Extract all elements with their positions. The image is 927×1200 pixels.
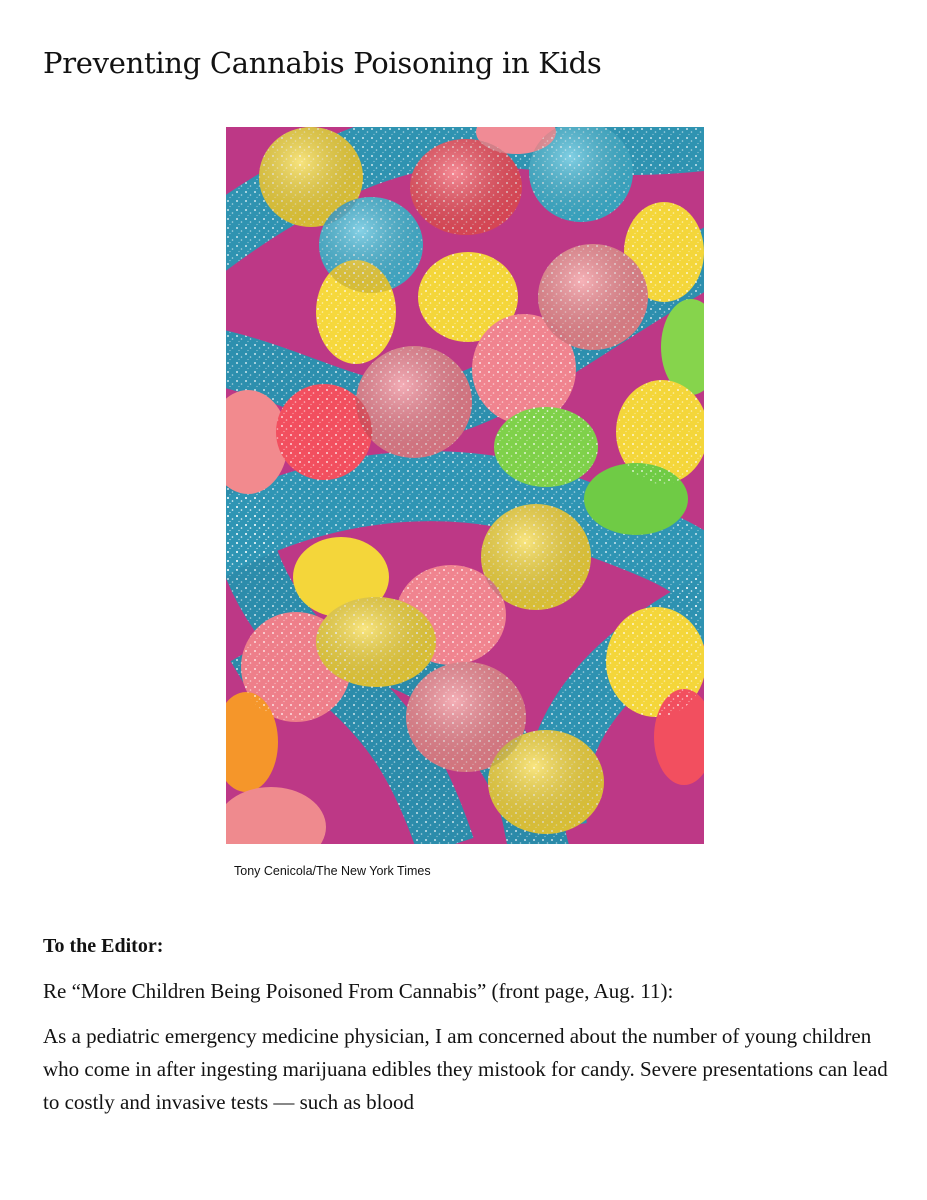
photo-credit: Tony Cenicola/The New York Times (234, 864, 431, 878)
letter-body (43, 930, 893, 1131)
salutation: To the Editor: (43, 935, 164, 957)
paragraph: As a pediatric emergency medicine physician, I am concerned about the number of young children who come in after ingesting marijuana edibles they mistook for candy. Severe presentations can lead to costly and invasive tests — such as blood (43, 1024, 888, 1114)
article-figure (226, 127, 704, 878)
candy-photo (226, 127, 704, 844)
paragraph: Re “More Children Being Poisoned From Cannabis” (front page, Aug. 11): (43, 979, 674, 1003)
headline: Preventing Cannabis Poisoning in Kids (43, 46, 602, 80)
